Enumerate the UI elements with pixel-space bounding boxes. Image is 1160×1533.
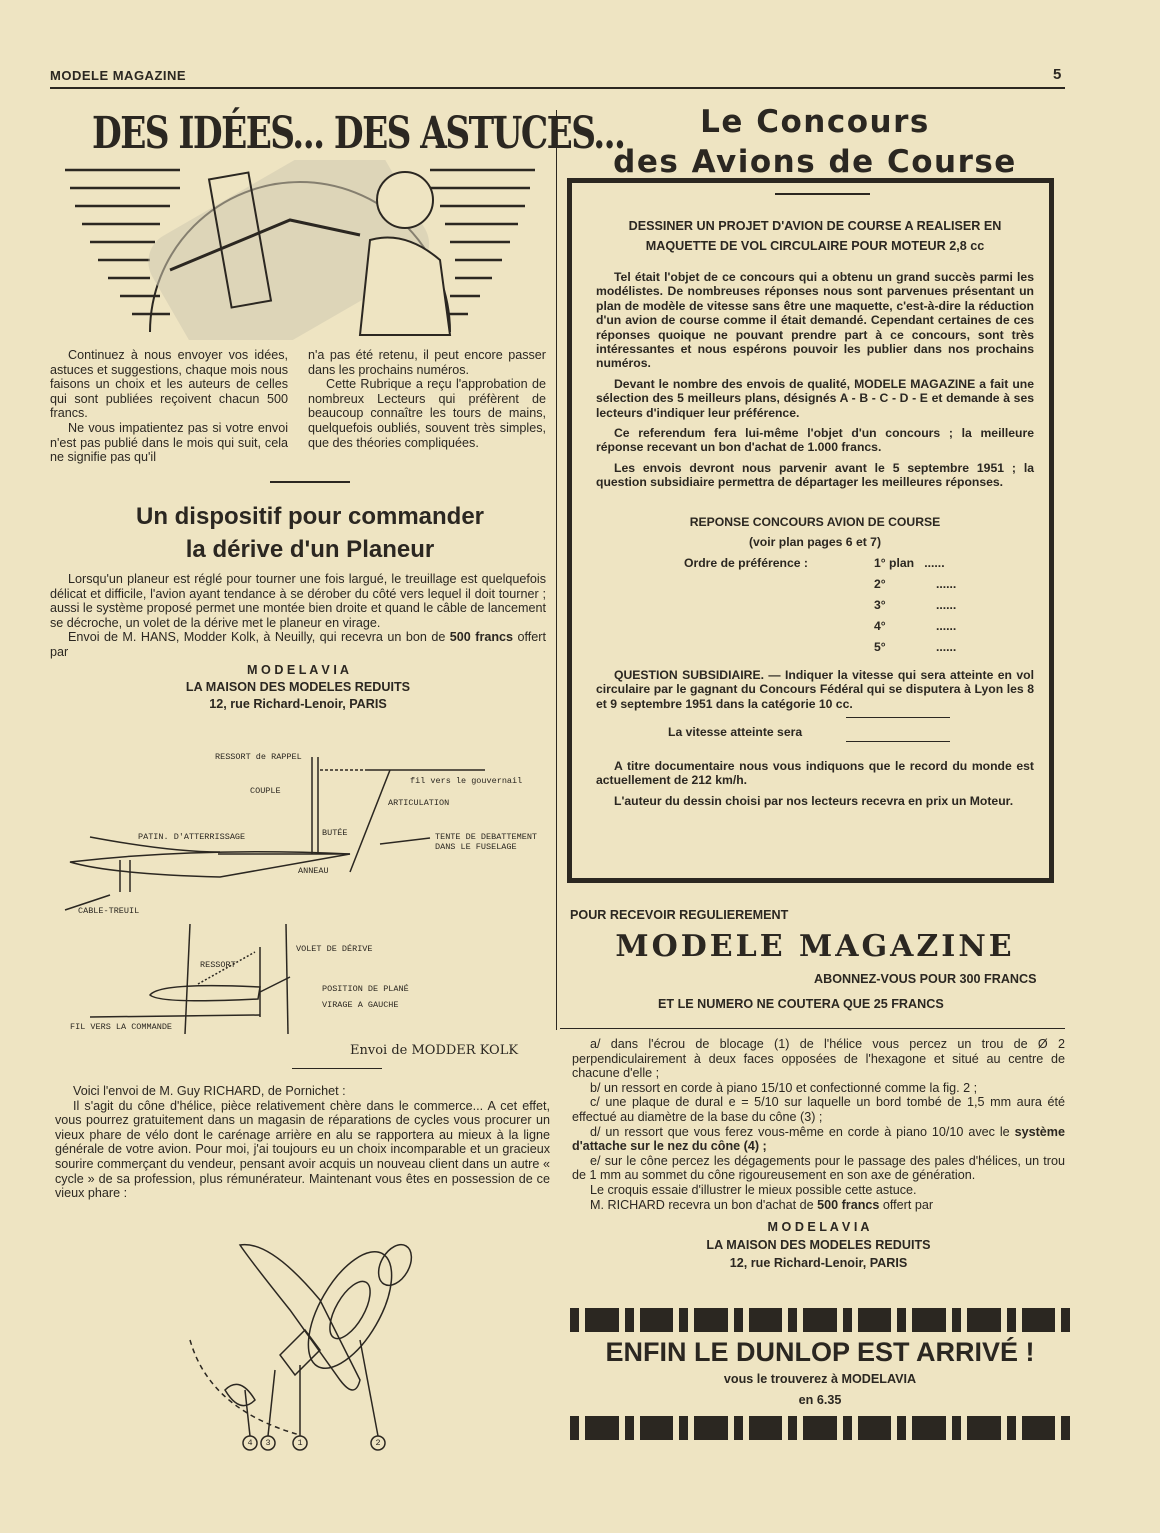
- text: Envoi de M. HANS, Modder Kolk, à Neuilly, qui recevra un bon de: [68, 630, 450, 645]
- speed-answer-line[interactable]: [846, 717, 950, 718]
- speed-label: La vitesse atteinte sera: [668, 724, 803, 739]
- sponsor-name: M O D E L A V I A: [247, 662, 349, 677]
- richard-steps: [572, 1037, 1065, 1272]
- concours-paragraph: Tel était l'objet de ce concours qui a obtenu un grand succès parmi les modélistes. De nombreuses réponses nous sont parvenues présentant un plan de modèle de vitesse sans être une maquette, c'est-à-dire la réduction d'un avion de course comme il était demandé. Cependant certaines de ces réponses quoique ne pouvant prendre part à ce concours, sont très intéressantes et nous espérons pouvoir les publier dans nos prochains numéros.: [596, 270, 1034, 371]
- astuces-heading: DES IDÉES... DES ASTUCES...: [92, 108, 625, 159]
- dunlop-headline: ENFIN LE DUNLOP EST ARRIVÉ !: [605, 1337, 1035, 1367]
- order-row[interactable]: [874, 618, 957, 633]
- record-note: A titre documentaire nous vous indiquons que le record du monde est actuellement de 212 km/h.: [596, 758, 1034, 788]
- diagram-label: ANNEAU: [298, 866, 329, 876]
- astuces-illustration: [60, 160, 540, 340]
- concours-paragraph: Ce referendum fera lui-même l'objet d'un concours ; la meilleure réponse recevant un bon d'achat de 1.000 francs.: [596, 426, 1034, 455]
- derive-figure-credit: Envoi de MODDER KOLK: [350, 1043, 519, 1058]
- richard-intro-block: [55, 1084, 550, 1201]
- step: e/ sur le cône percez les dégagements pour le passage des pales d'hélices, un trou de 1 mm au sommet du cône rigoureusement en son axe de génération.: [572, 1153, 1065, 1183]
- closing: Le croquis essaie d'illustrer le mieux possible cette astuce.: [590, 1182, 917, 1197]
- propeller-cone-drawing: [180, 1240, 440, 1455]
- derive-title-line-2: la dérive d'un Planeur: [185, 536, 435, 563]
- response-form-header: [596, 512, 1034, 552]
- text-bold: système d'attache sur le nez du cône (4) ;: [572, 1124, 1065, 1154]
- sponsor-tagline: LA MAISON DES MODELES REDUITS: [706, 1238, 931, 1253]
- order-row[interactable]: [874, 556, 945, 570]
- diagram-label: COUPLE: [250, 786, 281, 796]
- astuces-paragraph: Continuez à nous envoyer vos idées, astuces et suggestions, chaque mois nous faisons un choix et les auteurs de celles qui sont publiées reçoivent chacun 500 francs.: [50, 348, 288, 421]
- subscription-brand: MODELE MAGAZINE: [615, 929, 1015, 964]
- column-divider: [556, 110, 557, 1030]
- rank-blank[interactable]: ......: [936, 639, 957, 654]
- text: d/ un ressort que vous ferez vous-même en corde à piano 10/10 avec le: [590, 1124, 1015, 1139]
- diagram-label: VOLET DE DÉRIVE: [296, 944, 373, 954]
- rank-blank[interactable]: ......: [924, 555, 945, 570]
- derive-title-line-1: Un dispositif pour commander: [135, 503, 485, 530]
- derive-body: [50, 572, 546, 713]
- rank: 4°: [874, 618, 886, 633]
- subscription-offer: ABONNEZ-VOUS POUR 300 FRANCS: [814, 972, 1037, 986]
- diagram-label: fil vers le gouvernail: [410, 776, 523, 786]
- figure-number: 4: [247, 1438, 253, 1448]
- astuces-paragraph: Ne vous impatientez pas si votre envoi n'est pas publié dans le mois qui suit, cela ne signifie pas qu'il: [50, 420, 288, 465]
- dunlop-line-2: en 6.35: [798, 1393, 842, 1407]
- astuces-column-1: [50, 348, 288, 465]
- text: offert par: [879, 1197, 934, 1212]
- step: c/ une plaque de dural e = 5/10 sur laquelle un bord tombé de 1,5 mm aura été effectué au diamètre de la base du cône (3) ;: [572, 1095, 1065, 1124]
- form-subtitle: (voir plan pages 6 et 7): [748, 534, 882, 549]
- dunlop-ad: [570, 1308, 1070, 1440]
- preference-order-form: [596, 552, 1034, 658]
- order-label: Ordre de préférence :: [684, 555, 808, 570]
- diagram-label: POSITION DE PLANÉ: [322, 984, 409, 994]
- concours-subject: DESSINER UN PROJET D'AVION DE COURSE A REALISER EN MAQUETTE DE VOL CIRCULAIRE POUR MOTEUR 2,8 cc: [628, 219, 1002, 253]
- form-title: REPONSE CONCOURS AVION DE COURSE: [689, 514, 941, 529]
- subscription-lead: POUR RECEVOIR REGULIEREMENT: [570, 908, 789, 922]
- diagram-label: TENTE DE DEBATTEMENT DANS LE FUSELAGE: [435, 832, 538, 852]
- ad-bar-border: [570, 1416, 1070, 1440]
- figure-number: 2: [375, 1438, 381, 1448]
- derive-title: [50, 500, 570, 566]
- ad-bar-border: [570, 1308, 1070, 1332]
- rank: 1° plan: [874, 555, 915, 570]
- step: b/ un ressort en corde à piano 15/10 et confectionné comme la fig. 2 ;: [590, 1080, 978, 1095]
- diagram-label: BUTÉE: [322, 828, 348, 838]
- rank-blank[interactable]: ......: [936, 576, 957, 591]
- amount: 500 francs: [817, 1197, 880, 1212]
- figure-number: 3: [265, 1438, 271, 1448]
- speed-answer-row: [596, 715, 1034, 749]
- diagram-label: ARTICULATION: [388, 798, 450, 808]
- concours-paragraph: Devant le nombre des envois de qualité, MODELE MAGAZINE a fait une sélection des 5 meilleurs plans, désignés A - B - C - D - E et demande à ses lecteurs d'indiquer leur préférence.: [596, 376, 1034, 420]
- short-rule: [270, 481, 350, 483]
- dunlop-line-1: vous le trouverez à MODELAVIA: [723, 1372, 917, 1386]
- step: a/ dans l'écrou de blocage (1) de l'hélice vous percez un trou de Ø 2 perpendiculairement à deux faces opposées de l'hexagone et situé au centre de chacune d'elle ;: [572, 1037, 1065, 1081]
- diagram-label: RESSORT de RAPPEL: [215, 752, 302, 762]
- order-row[interactable]: [874, 639, 957, 654]
- diagram-label: PATIN. D'ATTERRISSAGE: [138, 832, 246, 842]
- richard-intro: Voici l'envoi de M. Guy RICHARD, de Pornichet :: [73, 1084, 346, 1098]
- concours-title-line-2: des Avions de Course: [613, 144, 1017, 180]
- order-row[interactable]: [874, 597, 957, 612]
- astuces-column-2: [308, 348, 546, 450]
- richard-paragraph: Il s'agit du cône d'hélice, pièce relativement chère dans le commerce... A cet effet, vous pourrez gratuitement dans un magasin de réparations de cycles vous procurer un vieux phare de vélo dont le carénage arrière en alu se rapportera au mieux à la ligne générale de votre avion. Pour moi, j'ai toujours eu un choix incomparable et un gracieux sourire commerçant du vendeur, pensant avoir acquis un nouveau client dans un autre « cycle » de sa profession, plus rémunérateur. Maintenant vous êtes en possession de ce vieux phare :: [55, 1098, 550, 1201]
- derive-diagram-drawing: [50, 752, 550, 1037]
- diagram-label: VIRAGE A GAUCHE: [322, 1000, 399, 1010]
- astuces-paragraph: n'a pas été retenu, il peut encore passer dans les prochains numéros.: [308, 348, 546, 377]
- astuces-paragraph: Cette Rubrique a reçu l'approbation de nombreux Lecteurs qui préfèrent de beaucoup connaître les tours de mains, quelquefois oubliés, souvent très simples, que des théories compliquées.: [308, 377, 546, 450]
- order-row[interactable]: [874, 576, 957, 591]
- concours-content: [596, 216, 1034, 808]
- diagram-label: RESSORT: [200, 960, 236, 970]
- propeller-cone-diagram: [180, 1240, 440, 1455]
- rank: 2°: [874, 576, 886, 591]
- derive-credit-paragraph: [50, 630, 546, 659]
- sponsor-address: 12, rue Richard-Lenoir, PARIS: [209, 696, 387, 711]
- sponsor-tagline: LA MAISON DES MODELES REDUITS: [185, 679, 411, 694]
- rank-blank[interactable]: ......: [936, 597, 957, 612]
- concours-title-line-1: Le Concours: [700, 104, 930, 140]
- text: offert par: [50, 630, 546, 659]
- diagram-label: CABLE-TREUIL: [78, 906, 140, 916]
- running-header-title: MODELE MAGAZINE: [50, 68, 187, 83]
- rank: 5°: [874, 639, 886, 654]
- diagram-label: FIL VERS LA COMMANDE: [70, 1022, 173, 1032]
- amount: 500 francs: [449, 630, 514, 645]
- short-rule: [292, 1068, 382, 1069]
- text: M. RICHARD recevra un bon d'achat de: [590, 1197, 818, 1212]
- page-number: 5: [1053, 66, 1062, 83]
- step: [572, 1125, 1065, 1154]
- derive-diagram: [50, 752, 550, 1037]
- modelavia-sponsor: [50, 662, 546, 713]
- sponsor-name: M O D E L A V I A: [767, 1220, 870, 1235]
- subscription-price: ET LE NUMERO NE COUTERA QUE 25 FRANCS: [658, 997, 944, 1011]
- header-rule: [50, 87, 1065, 89]
- section-divider: [560, 1028, 1065, 1029]
- derive-paragraph: Lorsqu'un planeur est réglé pour tourner une fois largué, le treuillage est quelquefois délicat et difficile, l'avion ayant tendance à se dérober du côté vers lequel il doit tourner ; aussi le système proposé permet une montée bien droite et quand le câble de lancement se décroche, un volet de la dérive met le planeur en virage.: [50, 572, 546, 630]
- concours-title: [565, 102, 1065, 182]
- reward: [572, 1198, 1065, 1213]
- speed-answer-line[interactable]: [846, 741, 950, 742]
- rank: 3°: [874, 597, 886, 612]
- modelavia-sponsor: [572, 1218, 1065, 1272]
- rank-blank[interactable]: ......: [936, 618, 957, 633]
- prize-note: L'auteur du dessin choisi par nos lecteurs recevra en prix un Moteur.: [614, 793, 1014, 808]
- figure-number: 1: [297, 1438, 303, 1448]
- sponsor-address: 12, rue Richard-Lenoir, PARIS: [729, 1256, 908, 1271]
- subsidiary-question: QUESTION SUBSIDIAIRE. — Indiquer la vitesse qui sera atteinte en vol circulaire par le gagnant du Concours Fédéral qui se disputera à Lyon les 8 et 9 septembre 1951 dans la catégorie 10 cc.: [596, 667, 1034, 711]
- concours-paragraph: Les envois devront nous parvenir avant le 5 septembre 1951 ; la question subsidiaire permettra de départager les meilleures réponses.: [596, 460, 1034, 490]
